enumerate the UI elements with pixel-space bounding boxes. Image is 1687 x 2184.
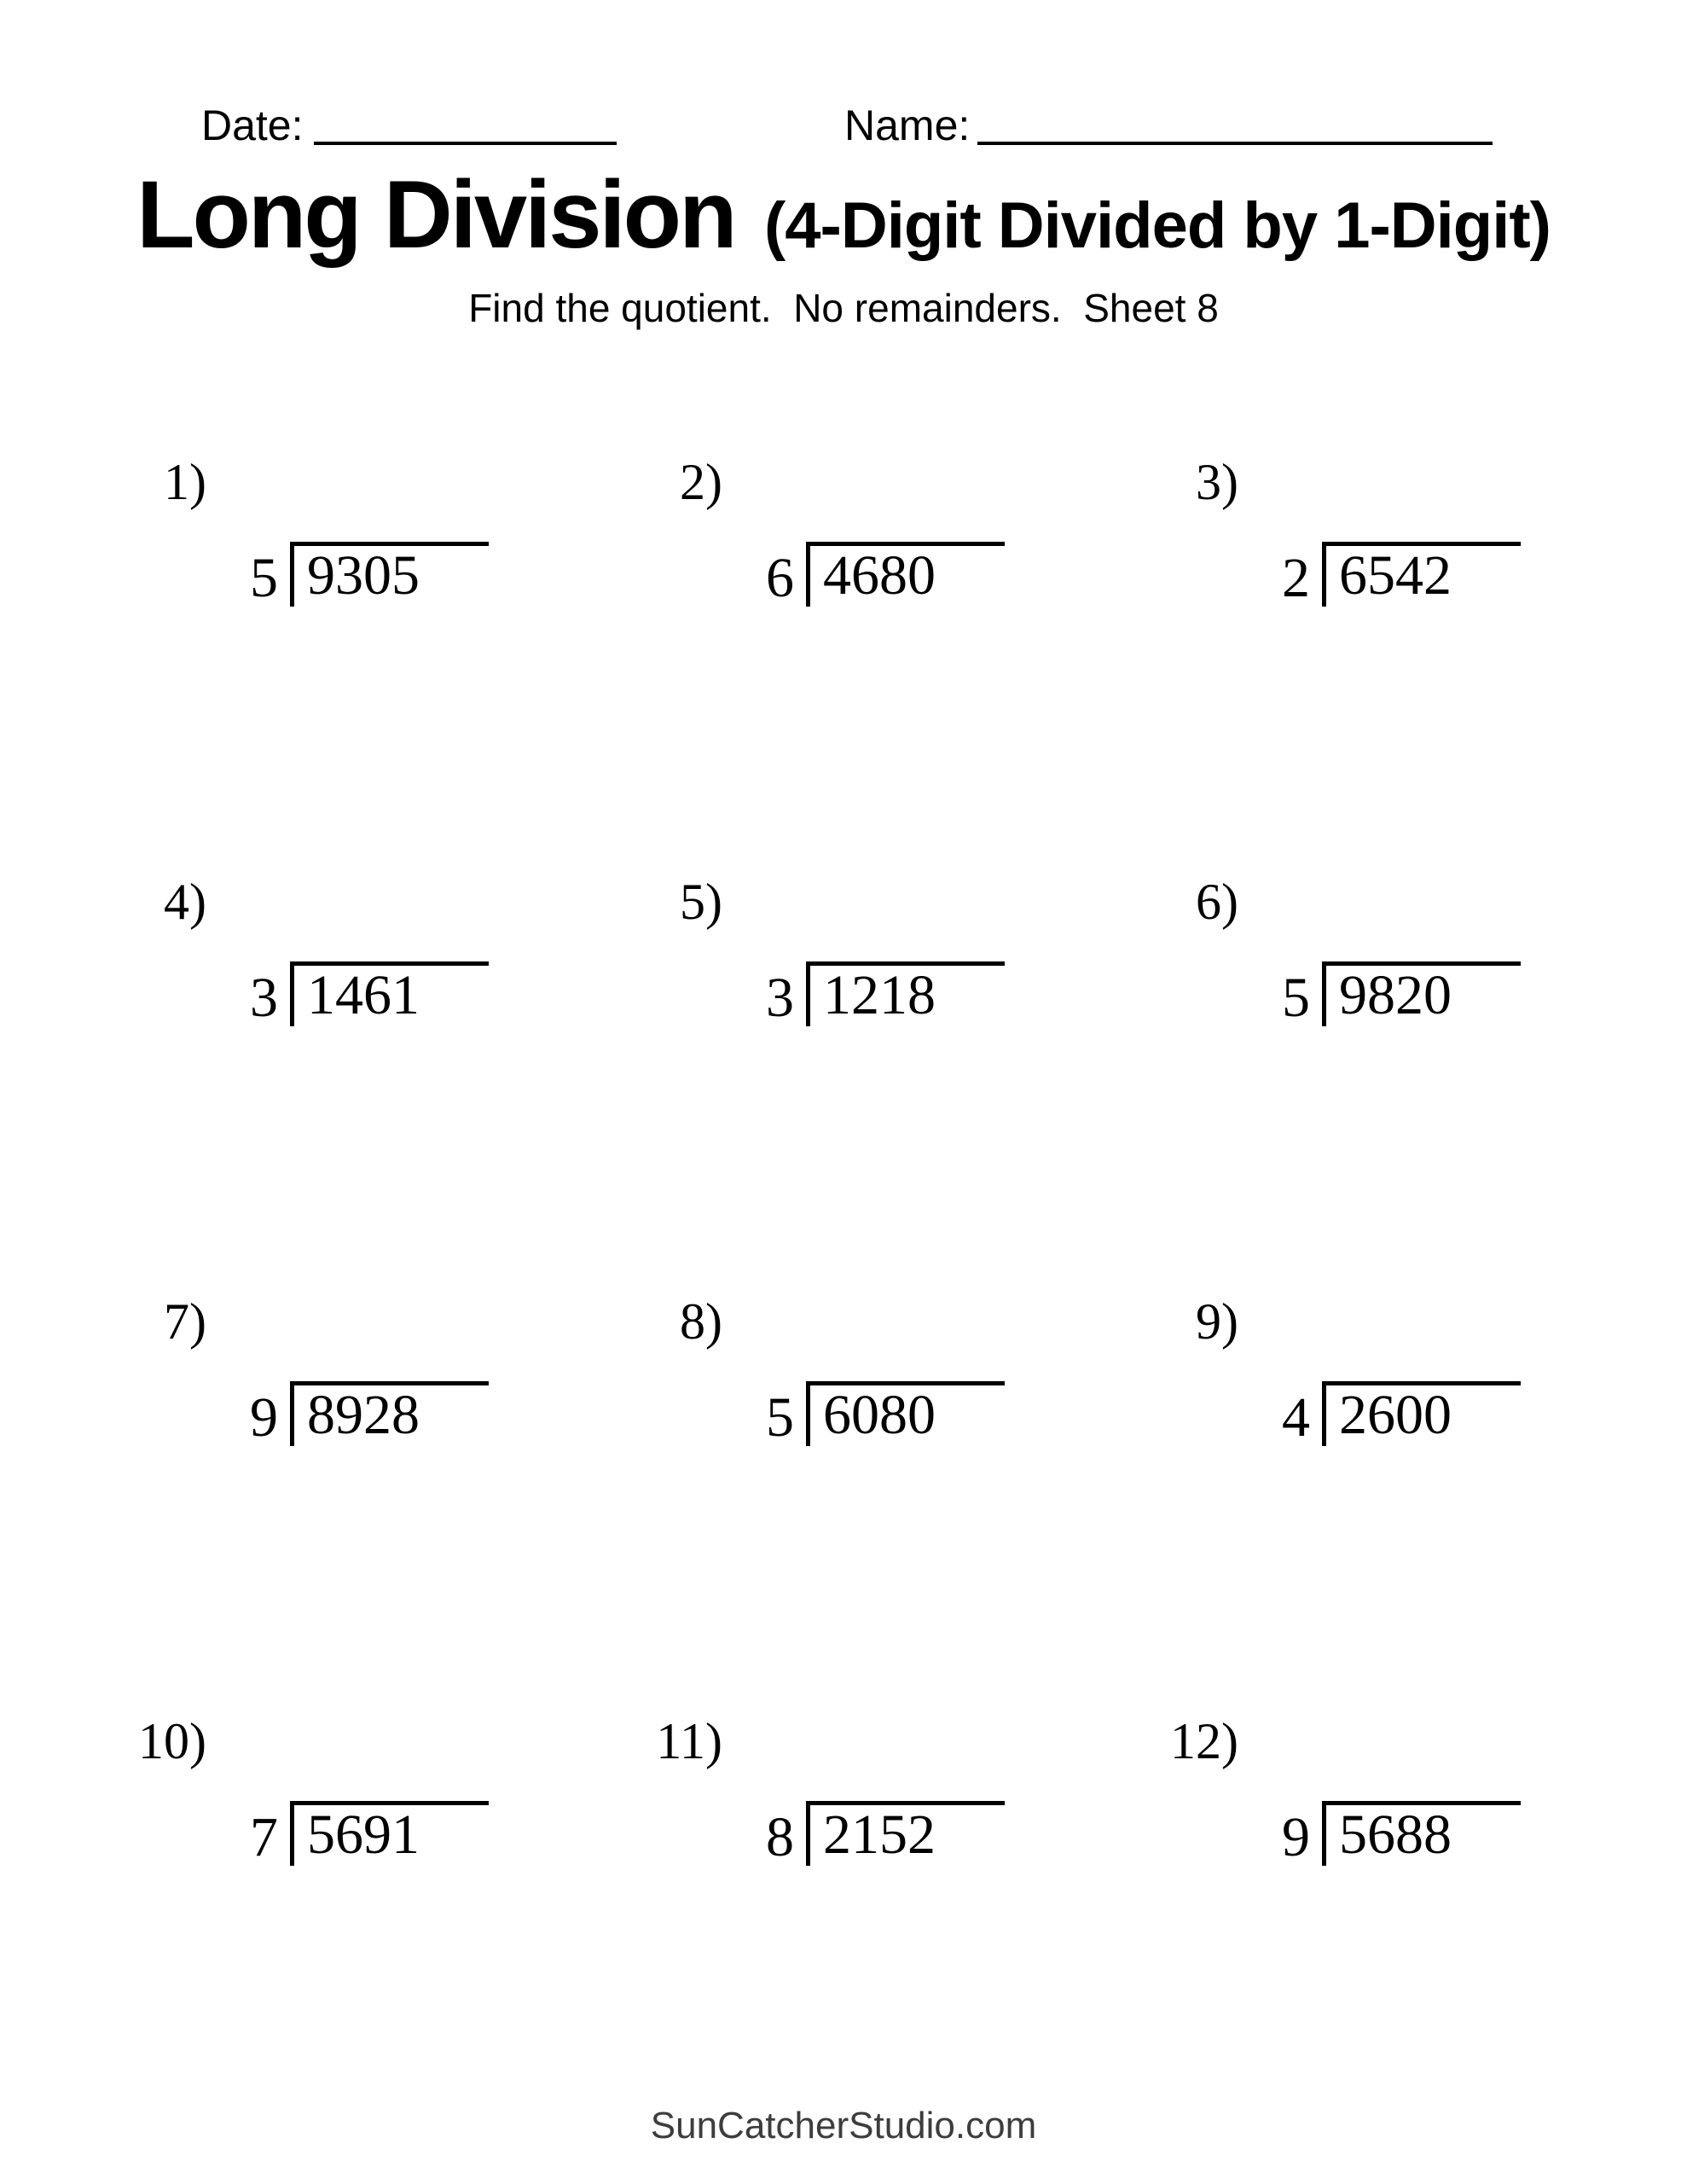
divisor: 3 <box>766 967 794 1029</box>
problem-number: 8) <box>680 1293 722 1350</box>
problem-cell <box>128 876 588 1141</box>
problem-cell <box>1160 456 1620 721</box>
dividend: 6542 <box>1339 544 1452 607</box>
division-bracket <box>1322 1801 1521 1866</box>
dividend: 2600 <box>1339 1384 1452 1446</box>
division-expression <box>1160 961 1521 1029</box>
division-expression <box>644 542 1005 607</box>
problem-number: 12) <box>1170 1713 1238 1769</box>
problem-cell <box>128 1713 588 1980</box>
problem-cell <box>644 1713 1104 1980</box>
problem-number: 2) <box>680 454 722 510</box>
dividend: 5691 <box>307 1804 420 1866</box>
division-expression <box>644 1381 1005 1449</box>
instructions-text: Find the quotient. No remainders. Sheet 8 <box>468 286 1219 330</box>
footer-site-text: SunCatcherStudio.com <box>650 2105 1037 2146</box>
problem-number: 6) <box>1196 874 1238 930</box>
problem-number: 7) <box>164 1293 206 1350</box>
division-expression <box>1160 542 1521 607</box>
division-bracket <box>290 961 489 1026</box>
divisor: 6 <box>766 547 794 609</box>
divisor: 5 <box>1282 967 1310 1029</box>
divisor: 2 <box>1282 547 1310 609</box>
problem-number: 3) <box>1196 454 1238 510</box>
dividend: 9305 <box>307 544 420 607</box>
problem-cell <box>1160 876 1620 1141</box>
problem-number: 5) <box>680 874 722 930</box>
divisor: 3 <box>250 967 278 1029</box>
name-label: Name: <box>844 102 971 149</box>
dividend: 4680 <box>823 544 936 607</box>
title-qualifier: (4-Digit Divided by 1-Digit) <box>763 189 1551 262</box>
date-label: Date: <box>201 102 304 149</box>
divisor: 9 <box>250 1386 278 1449</box>
division-expression <box>128 1381 489 1449</box>
dividend: 1461 <box>307 964 420 1026</box>
page-title: Long Division <box>136 161 735 268</box>
problem-cell <box>644 1293 1104 1560</box>
division-bracket <box>1322 961 1521 1026</box>
problem-number: 11) <box>656 1713 722 1769</box>
division-bracket <box>1322 1381 1521 1446</box>
dividend: 6080 <box>823 1384 936 1446</box>
division-bracket <box>1322 542 1521 607</box>
divisor: 8 <box>766 1806 794 1868</box>
dividend: 5688 <box>1339 1804 1452 1866</box>
division-expression <box>644 1801 1005 1866</box>
problem-number: 4) <box>164 874 206 930</box>
divisor: 4 <box>1282 1386 1310 1449</box>
divisor: 7 <box>250 1806 278 1868</box>
division-bracket <box>806 1801 1005 1866</box>
problem-cell <box>644 456 1104 721</box>
problem-number: 10) <box>138 1713 206 1769</box>
problem-number: 1) <box>164 454 206 510</box>
problem-cell <box>1160 1713 1620 1980</box>
dividend: 9820 <box>1339 964 1452 1026</box>
division-bracket <box>290 1801 489 1866</box>
problem-cell <box>128 456 588 721</box>
division-bracket <box>806 961 1005 1026</box>
divisor: 5 <box>250 547 278 609</box>
division-expression <box>128 961 489 1029</box>
division-bracket <box>290 1381 489 1446</box>
problem-cell <box>1160 1293 1620 1560</box>
divisor: 5 <box>766 1386 794 1449</box>
problem-number: 9) <box>1196 1293 1238 1350</box>
division-expression <box>1160 1381 1521 1449</box>
dividend: 8928 <box>307 1384 420 1446</box>
division-expression <box>1160 1801 1521 1866</box>
problem-cell <box>644 876 1104 1141</box>
division-bracket <box>806 1381 1005 1446</box>
dividend: 1218 <box>823 964 936 1026</box>
divisor: 9 <box>1282 1806 1310 1868</box>
dividend: 2152 <box>823 1804 936 1866</box>
division-expression <box>128 542 489 607</box>
division-expression <box>644 961 1005 1029</box>
division-bracket <box>290 542 489 607</box>
problem-cell <box>128 1293 588 1560</box>
division-bracket <box>806 542 1005 607</box>
division-expression <box>128 1801 489 1866</box>
